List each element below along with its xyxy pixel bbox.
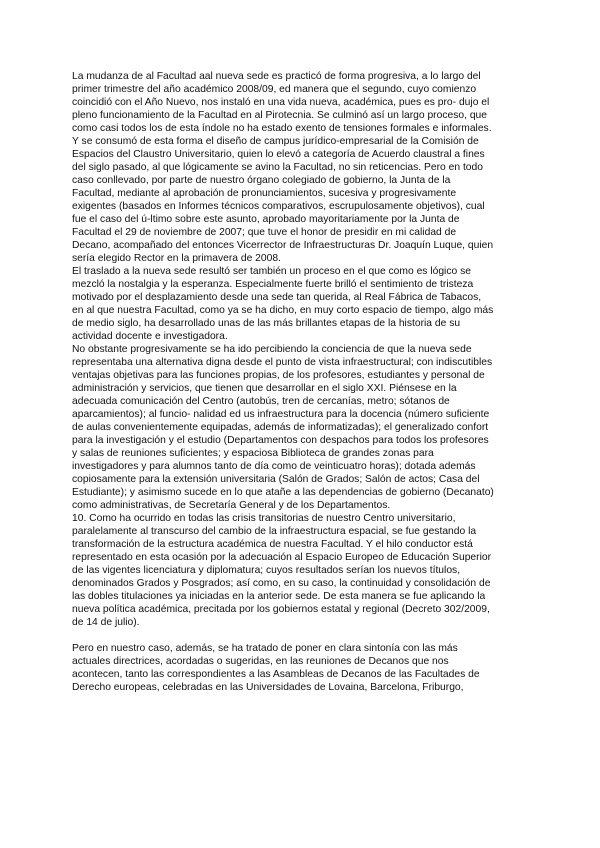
paragraph-mudanza: La mudanza de al Facultad aal nueva sede es practicó de forma progresiva, a lo largo del primer trimestre del año académico 2008/09, ed manera que el segundo, cuyo comienzo coincidió con el Año Nuevo, nos instaló en una vida nueva, académica, pues es pro- dujo el pleno funcionamiento de la Facultad en al Pirotecnia. Se culminó así un largo proceso, que como casi todos los de esta índole no ha estado exento de tensiones formales e informales. Y se consumó de esta forma el diseño de campus jurídico-empresarial de la Comisión de Espacios del Claustro Universitario, quien lo elevó a categoría de Acuerdo claustral a fines del siglo pasado, al que lógicamente se avino la Facultad, no sin reticencias. Pero en todo caso conllevado, por parte de nuestro órgano colegiado de gobierno, la Junta de la Facultad, mediante al aprobación de pronunciamientos, sucesiva y progresivamente exigentes (basados en Informes técnicos comparativos, escrupulosamente objetivos), cual fue el caso del ú-ltimo sobre este asunto, aprobado mayoritariamente por la Junta de Facultad el 29 de noviembre de 2007; que tuve el honor de presidir en mi calidad de Decano, acompañado del entonces Vicerrector de Infraestructuras Dr. Joaquín Luque, quien sería elegido Rector en la primavera de 2008. [72, 71, 494, 264]
paragraph-no-obstante: No obstante progresivamente se ha ido percibiendo la conciencia de que la nueva sede representaba una alternativa digna desde el punto de vista infraestructural; con indiscutibles ventajas objetivas para las funciones propias, de los profesores, estudiantes y personal de administración y servicios, que tienen que desarrollar en el siglo XXI. Piénsese en la adecuada comunicación del Centro (autobús, tren de cercanías, metro; sótanos de aparcamientos); al funcio- nalidad ed us infraestructura para la docencia (número suficiente de aulas convenientemente equipadas, además de informatizadas); el generalizado confort para la investigación y el estudio (Departamentos con despachos para todos los profesores y salas de reuniones suficientes; y espaciosa Biblioteca de grandes zonas para investigadores y para alumnos tanto de día como de veinticuatro horas); dotada además copiosamente para la extensión universitaria (Salón de Grados; Salón de actos; Casa del Estudiante); y asimismo sucede en lo que atañe a las dependencias de gobierno (Decanato) como administrativas, de Secretaría General y de los Departamentos. [72, 344, 494, 511]
paragraph-nuestro-caso: Pero en nuestro caso, además, se ha tratado de poner en clara sintonía con las más actuales directrices, acordadas o sugeridas, en las reuniones de Decanos que nos acontecen, tanto las correspondientes a las Asambleas de Decanos de las Facultades de Derecho europeas, celebradas en las Universidades de Lovaina, Barcelona, Friburgo, [72, 643, 480, 693]
paragraph-10-crisis: 10. Como ha ocurrido en todas las crisis transitorias de nuestro Centro universitario, paralelamente al transcurso del cambio de la infraestructura espacial, se fue gestando la transformación de la estructura académica de nuestra Facultad. Y el hilo conductor está representado en esta ocasión por la adecuación al Espacio Europeo de Educación Superior de las vigentes licenciatura y diplomatura; cuyos resultados serían los nuevos títulos, denominados Grados y Posgrados; así como, en su caso, la continuidad y consolidación de las dobles titulaciones ya iniciadas en la anterior sede. De esta manera se fue aplicando la nueva política académica, precitada por los gobiernos estatal y regional (Decreto 302/2009, de 14 de julio). [72, 513, 492, 628]
document-page [72, 70, 532, 694]
paragraph-traslado: El traslado a la nueva sede resultó ser también un proceso en el que como es lógico se mezcló la nostalgia y la esperanza. Especialmente fuerte brilló el sentimiento de tristeza motivado por el desplazamiento desde una sede tan querida, al Real Fábrica de Tabacos, en al que nuestra Facultad, como ya se ha dicho, en muy corto espacio de tiempo, algo más de medio siglo, ha desarrollado unas de las más brillantes etapas de la historia de su actividad docente e investigadora. [72, 266, 494, 342]
